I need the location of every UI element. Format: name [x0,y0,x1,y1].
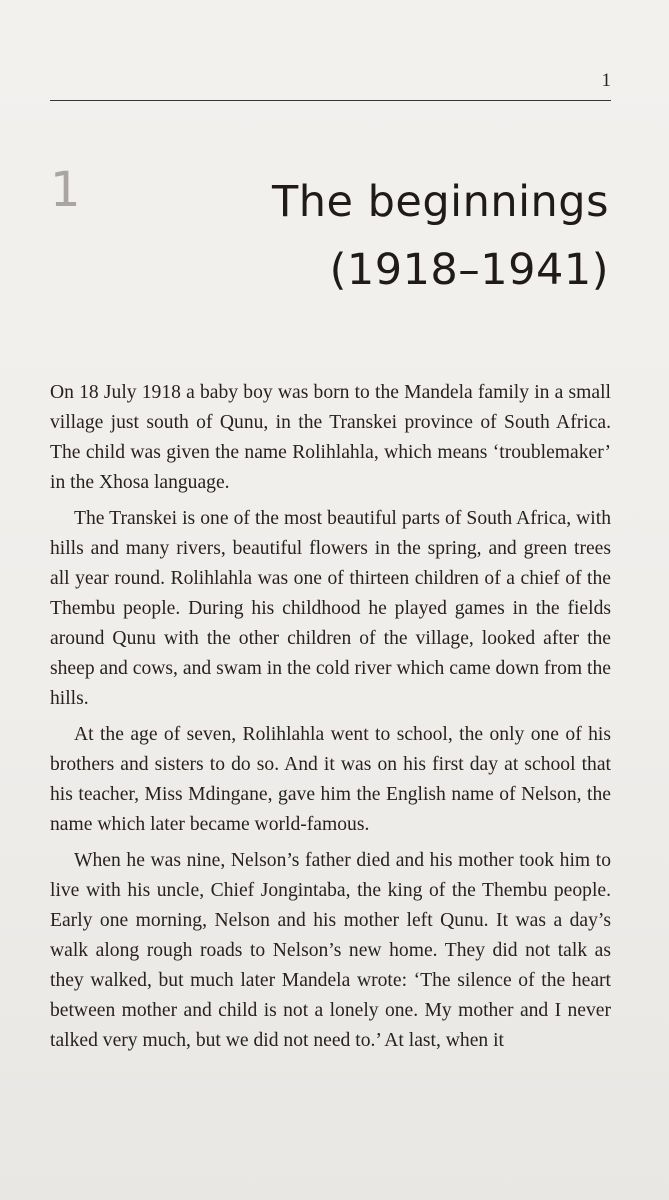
chapter-title-line-1: The beginnings [271,177,609,227]
chapter-title [129,168,609,304]
paragraph: On 18 July 1918 a baby boy was born to the Mandela family in a small village just south of Qunu, in the Transkei province of South Africa. The child was given the name Rolihlahla, which means ‘troublemaker’ in the Xhosa language. [50,382,611,493]
page-number: 1 [601,70,611,91]
chapter-body [50,378,611,1062]
chapter-number: 1 [50,162,81,218]
paragraph: When he was nine, Nelson’s father died and his mother took him to live with his uncle, Chief Jongintaba, the king of the Thembu people. Early one morning, Nelson and his mother left Qunu. It was a day’s walk along rough roads to Nelson’s new home. They did not talk as they walked, but much later Mandela wrote: ‘The silence of the heart between mother and child is not a lonely one. My mother and I never talked very much, but we did not need to.’ At last, when it [50,850,611,1051]
paragraph: At the age of seven, Rolihlahla went to school, the only one of his brothers and sisters to do so. And it was on his first day at school that his teacher, Miss Mdingane, gave him the English name of Nelson, the name which later became world-famous. [50,724,611,835]
header-rule [50,100,611,101]
chapter-title-line-2: (1918–1941) [329,245,609,295]
paragraph: The Transkei is one of the most beautiful parts of South Africa, with hills and many rivers, beautiful flowers in the spring, and green trees all year round. Rolihlahla was one of thirteen children of a chief of the Thembu people. During his childhood he played games in the fields around Qunu with the other children of the village, looked after the sheep and cows, and swam in the cold river which came down from the hills. [50,508,611,709]
